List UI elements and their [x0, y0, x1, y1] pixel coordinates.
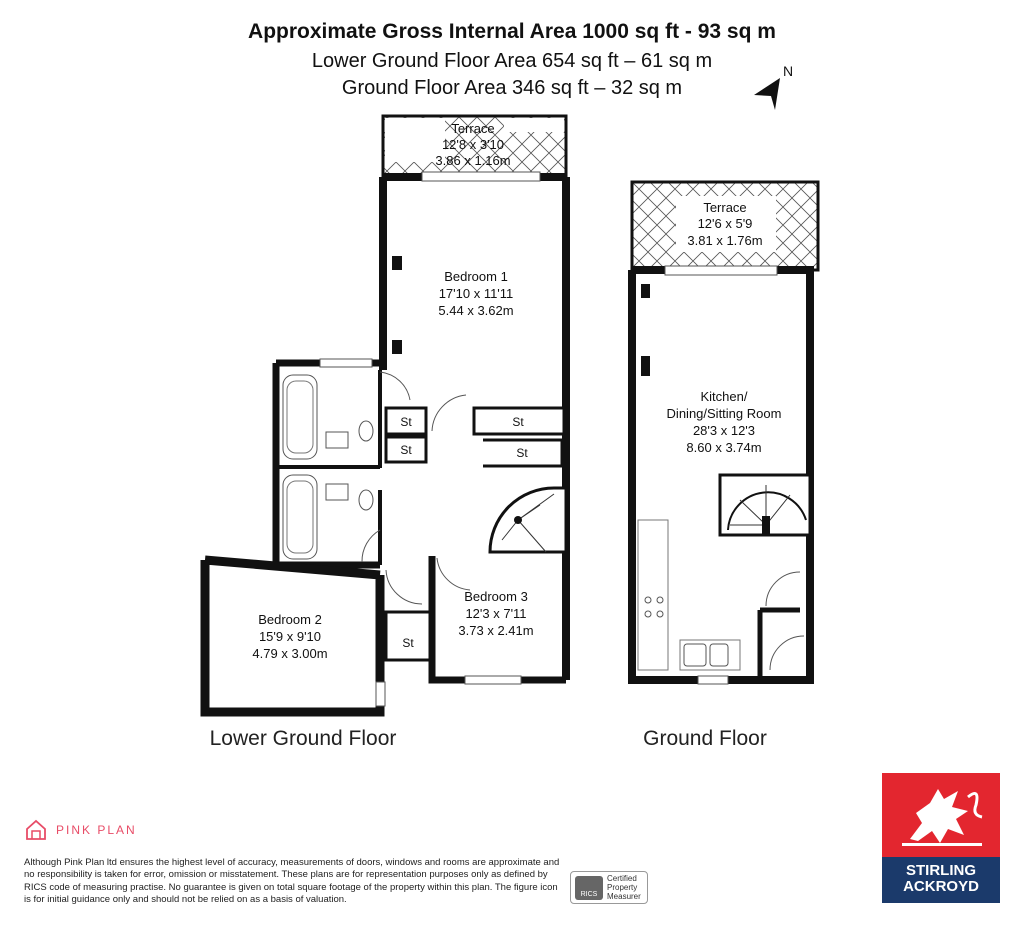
storage-label: St — [512, 415, 524, 429]
bedroom1-metric: 5.44 x 3.62m — [438, 303, 514, 318]
storage-label: St — [516, 446, 528, 460]
ground-floor-label: Ground Floor — [643, 727, 767, 750]
north-label: N — [782, 63, 794, 79]
lg-terrace-imperial: 12'8 x 3'10 — [441, 137, 505, 152]
bedroom1-name: Bedroom 1 — [444, 269, 508, 284]
pink-plan-logo — [24, 818, 137, 842]
rics-logo: RICS — [575, 876, 603, 900]
bedroom1-imperial: 17'10 x 11'11 — [438, 286, 514, 301]
gf-terrace-metric: 3.81 x 1.76m — [687, 233, 763, 248]
bedroom2-imperial: 15'9 x 9'10 — [258, 629, 322, 644]
lower-ground-floor-label: Lower Ground Floor — [209, 727, 397, 750]
bedroom2-metric: 4.79 x 3.00m — [252, 646, 328, 661]
ground-floor-plan — [632, 182, 818, 750]
storage-label: St — [400, 443, 412, 457]
lg-terrace-name: Terrace — [451, 121, 495, 136]
gf-terrace-name: Terrace — [703, 200, 747, 215]
house-icon — [24, 818, 48, 842]
page-title: Approximate Gross Internal Area 1000 sq ft - 93 sq m — [248, 20, 776, 43]
lower-floor-area: Lower Ground Floor Area 654 sq ft – 61 sq m — [311, 50, 713, 72]
pink-plan-text: PINK PLAN — [56, 823, 137, 837]
rics-text-line: Certified — [607, 874, 637, 883]
kitchen-metric: 8.60 x 3.74m — [686, 440, 762, 455]
bedroom3-imperial: 12'3 x 7'11 — [465, 606, 527, 621]
brand-wordmark — [882, 857, 1000, 903]
rics-text-line: Measurer — [607, 892, 641, 901]
bedroom2-name: Bedroom 2 — [258, 612, 322, 627]
ground-floor-area: Ground Floor Area 346 sq ft – 32 sq m — [341, 77, 683, 99]
kitchen-imperial: 28'3 x 12'3 — [692, 423, 756, 438]
bedroom3-metric: 3.73 x 2.41m — [458, 623, 534, 638]
lower-ground-plan — [205, 116, 566, 750]
storage-label: St — [400, 415, 412, 429]
stirling-ackroyd-logo — [882, 773, 1000, 903]
griffin-icon — [882, 773, 1000, 857]
brand-line: STIRLING — [906, 862, 976, 879]
bedroom3-name: Bedroom 3 — [464, 589, 528, 604]
brand-line: ACKROYD — [903, 878, 979, 895]
griffin-emblem — [882, 773, 1000, 857]
kitchen-name-line1: Kitchen/ — [700, 389, 748, 404]
lg-terrace-metric: 3.86 x 1.16m — [435, 153, 511, 168]
storage-label: St — [402, 636, 414, 650]
gf-terrace-imperial: 12'6 x 5'9 — [697, 216, 753, 231]
disclaimer-text: Although Pink Plan ltd ensures the highest level of accuracy, measurements of doors, windows and rooms are approximate and no responsibility is taken for error, omission or misstatement. These plans are for representation purposes only as defined by RICS code of measuring practise. No guarantee is given on total square footage of the property within this plan. The figure icon is for initial guidance only and should not be relied on as a basis of valuation. — [24, 857, 560, 906]
north-arrow-icon — [754, 63, 793, 110]
rics-certified-badge — [570, 871, 648, 904]
rics-text-line: Property — [607, 883, 638, 892]
kitchen-name-line2: Dining/Sitting Room — [666, 406, 782, 421]
